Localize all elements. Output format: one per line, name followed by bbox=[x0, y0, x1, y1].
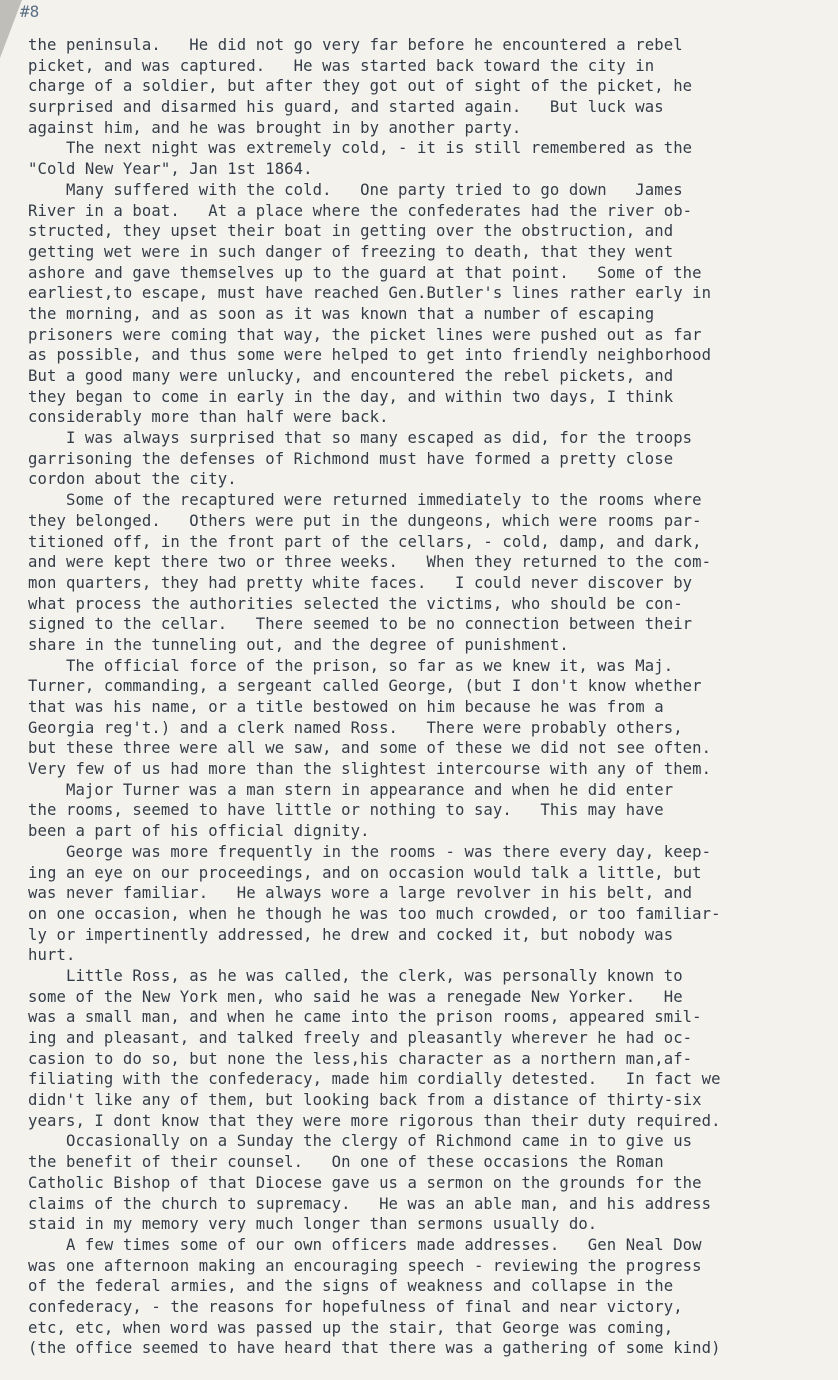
text-line: considerably more than half were back. bbox=[28, 408, 389, 427]
text-line: share in the tunneling out, and the degree of punishment. bbox=[28, 635, 569, 654]
text-line: that was his name, or a title bestowed on him because he was from a bbox=[28, 698, 664, 716]
text-line: but these three were all we saw, and some of these we did not see often. bbox=[28, 739, 712, 758]
text-line: ashore and gave themselves up to the guard at that point. Some of the bbox=[28, 263, 702, 282]
text-line: filiating with the confederacy, made him cordially detested. In fact we bbox=[28, 1070, 721, 1089]
text-line: Turner, commanding, a sergeant called George, (but I don't know whether bbox=[28, 677, 702, 696]
text-line: prisoners were coming that way, the picket lines were pushed out as far bbox=[28, 325, 702, 344]
body-text bbox=[28, 35, 838, 1359]
text-line: claims of the church to supremacy. He was an able man, and his address bbox=[28, 1194, 712, 1213]
text-line: titioned off, in the front part of the cellars, - cold, damp, and dark, bbox=[28, 532, 702, 551]
text-line: The next night was extremely cold, - it is still remembered as the bbox=[28, 139, 693, 158]
text-line: Occasionally on a Sunday the clergy of Richmond came in to give us bbox=[28, 1132, 693, 1151]
text-line: ly or impertinently addressed, he drew and cocked it, but nobody was bbox=[28, 925, 674, 944]
text-line: surprised and disarmed his guard, and started again. But luck was bbox=[28, 98, 664, 117]
text-line: A few times some of our own officers made addresses. Gen Neal Dow bbox=[28, 1235, 702, 1254]
text-line: the morning, and as soon as it was known that a number of escaping bbox=[28, 304, 655, 323]
text-line: Many suffered with the cold. One party tried to go down James bbox=[28, 180, 683, 199]
text-line: ing an eye on our proceedings, and on occasion would talk a little, but bbox=[28, 863, 702, 882]
text-line: against him, and he was brought in by another party. bbox=[28, 118, 522, 137]
text-line: they began to come in early in the day, and within two days, I think bbox=[28, 387, 674, 406]
text-line: some of the New York men, who said he was a renegade New Yorker. He bbox=[28, 987, 683, 1006]
text-line: picket, and was captured. He was started back toward the city in bbox=[28, 56, 655, 75]
text-line: getting wet were in such danger of freezing to death, that they went bbox=[28, 242, 674, 261]
text-line: Major Turner was a man stern in appearance and when he did enter bbox=[28, 780, 674, 799]
text-line: (the office seemed to have heard that there was a gathering of some kind) bbox=[28, 1339, 721, 1358]
text-line: been a part of his official dignity. bbox=[28, 822, 370, 841]
text-line: hurt. bbox=[28, 946, 76, 965]
text-line: cordon about the city. bbox=[28, 470, 237, 489]
folded-corner bbox=[0, 0, 22, 58]
text-line: garrisoning the defenses of Richmond must have formed a pretty close bbox=[28, 449, 674, 468]
text-line: George was more frequently in the rooms - was there every day, keep- bbox=[28, 842, 712, 861]
text-line: Georgia reg't.) and a clerk named Ross. There were probably others, bbox=[28, 718, 683, 737]
text-line: structed, they upset their boat in getting over the obstruction, and bbox=[28, 222, 674, 241]
text-line: of the federal armies, and the signs of weakness and collapse in the bbox=[28, 1277, 674, 1296]
text-line: The official force of the prison, so far as we knew it, was Maj. bbox=[28, 656, 674, 675]
text-line: what process the authorities selected the victims, who should be con- bbox=[28, 594, 683, 613]
text-line: River in a boat. At a place where the confederates had the river ob- bbox=[28, 201, 693, 220]
text-line: the benefit of their counsel. On one of these occasions the Roman bbox=[28, 1153, 664, 1172]
text-line: they belonged. Others were put in the dungeons, which were rooms par- bbox=[28, 511, 702, 530]
page-number: #8 bbox=[20, 2, 40, 21]
text-line: Very few of us had more than the slightest intercourse with any of them. bbox=[28, 760, 712, 779]
text-line: and were kept there two or three weeks. When they returned to the com- bbox=[28, 553, 712, 572]
text-line: I was always surprised that so many escaped as did, for the troops bbox=[28, 429, 693, 448]
text-line: charge of a soldier, but after they got out of sight of the picket, he bbox=[28, 77, 693, 96]
text-line: mon quarters, they had pretty white faces. I could never discover by bbox=[28, 573, 693, 592]
text-line: the rooms, seemed to have little or nothing to say. This may have bbox=[28, 801, 664, 820]
text-line: Little Ross, as he was called, the clerk, was personally known to bbox=[28, 966, 683, 985]
text-line: didn't like any of them, but looking back from a distance of thirty-six bbox=[28, 1091, 702, 1110]
text-line: earliest,to escape, must have reached Gen.Butler's lines rather early in bbox=[28, 284, 712, 303]
text-line: was never familiar. He always wore a large revolver in his belt, and bbox=[28, 884, 693, 903]
text-line: the peninsula. He did not go very far before he encountered a rebel bbox=[28, 36, 683, 54]
text-line: confederacy, - the reasons for hopefulness of final and near victory, bbox=[28, 1297, 683, 1316]
text-line: casion to do so, but none the less,his character as a northern man,af- bbox=[28, 1049, 693, 1068]
text-line: years, I dont know that they were more rigorous than their duty required. bbox=[28, 1111, 721, 1130]
text-line: staid in my memory very much longer than sermons usually do. bbox=[28, 1215, 598, 1234]
text-line: "Cold New Year", Jan 1st 1864. bbox=[28, 160, 313, 179]
text-line: as possible, and thus some were helped to get into friendly neighborhood bbox=[28, 346, 712, 365]
text-line: Some of the recaptured were returned immediately to the rooms where bbox=[28, 491, 702, 510]
text-line: ing and pleasant, and talked freely and pleasantly wherever he had oc- bbox=[28, 1029, 693, 1047]
text-line: But a good many were unlucky, and encountered the rebel pickets, and bbox=[28, 367, 674, 385]
text-line: signed to the cellar. There seemed to be no connection between their bbox=[28, 615, 693, 634]
text-line: Catholic Bishop of that Diocese gave us a sermon on the grounds for the bbox=[28, 1173, 702, 1192]
text-line: was a small man, and when he came into the prison rooms, appeared smil- bbox=[28, 1008, 702, 1027]
text-line: etc, etc, when word was passed up the stair, that George was coming, bbox=[28, 1318, 674, 1337]
text-line: was one afternoon making an encouraging speech - reviewing the progress bbox=[28, 1256, 702, 1275]
text-line: on one occasion, when he though he was too much crowded, or too familiar- bbox=[28, 904, 721, 923]
